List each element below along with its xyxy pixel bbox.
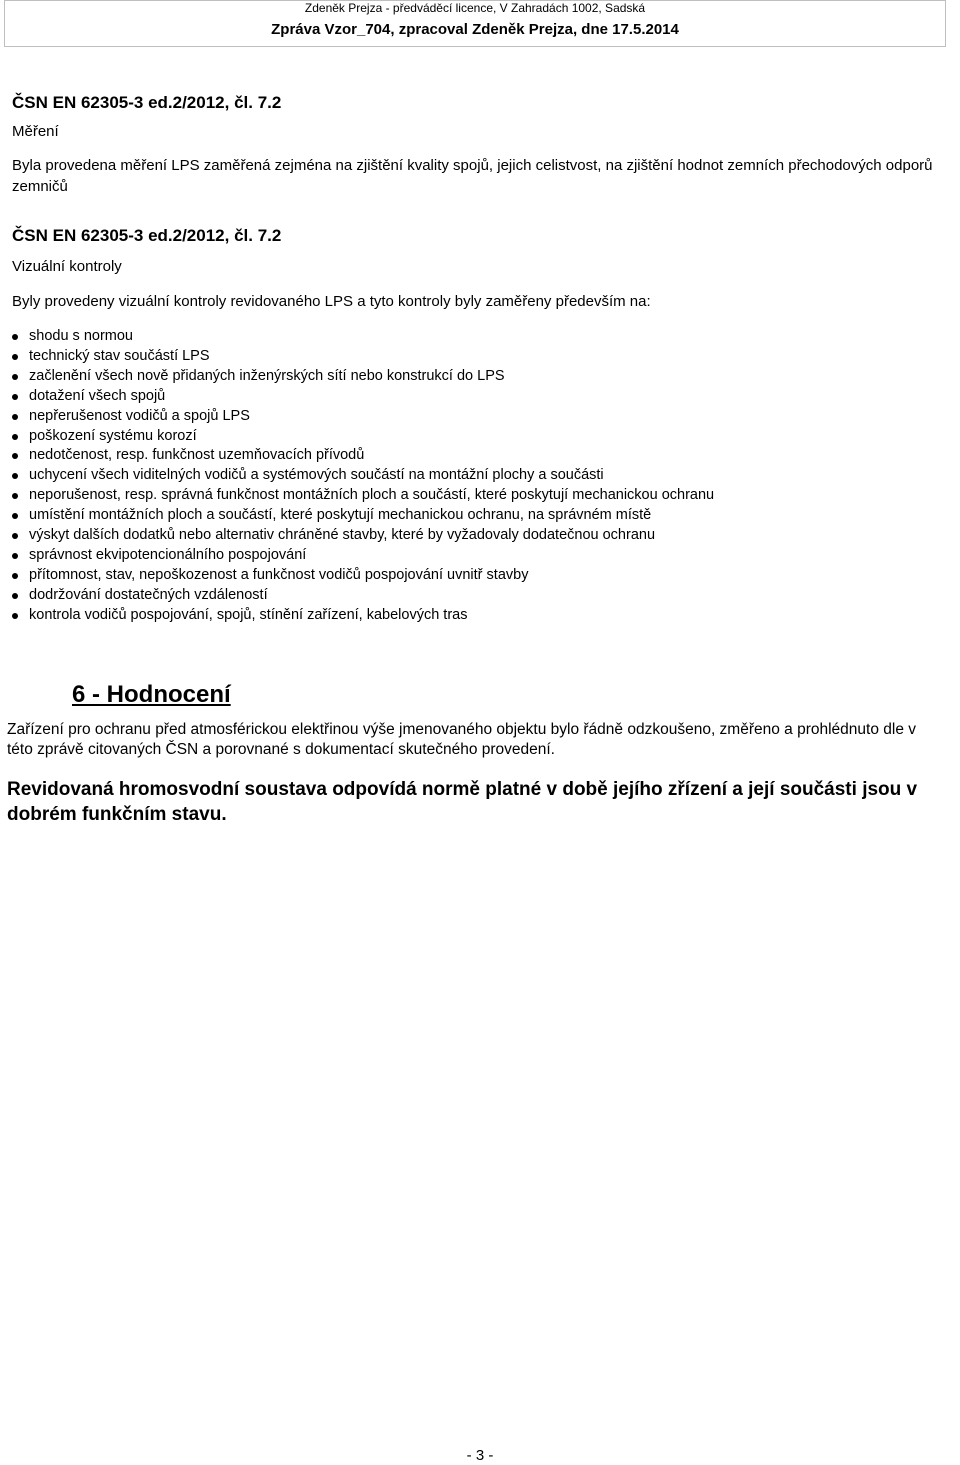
bullet-icon (12, 434, 18, 440)
measurement-title: Měření (12, 123, 59, 140)
header-report-line: Zpráva Vzor_704, zpracoval Zdeněk Prejza, dne 17.5.2014 (271, 21, 679, 38)
measurement-standard-heading: ČSN EN 62305-3 ed.2/2012, čl. 7.2 (12, 93, 282, 112)
visual-intro-text: Byly provedeny vizuální kontroly revidovaného LPS a tyto kontroly byly zaměřeny především na: (12, 293, 651, 310)
inspection-checklist (12, 327, 942, 626)
list-item: přítomnost, stav, nepoškozenost a funkčnost vodičů pospojování uvnitř stavby (12, 566, 942, 586)
bullet-icon (12, 453, 18, 459)
list-item: umístění montážních ploch a součástí, které poskytují mechanickou ochranu, na správném místě (12, 506, 942, 526)
bullet-icon (12, 354, 18, 360)
visual-standard-heading: ČSN EN 62305-3 ed.2/2012, čl. 7.2 (12, 226, 282, 245)
header-license-line: Zdeněk Prejza - předváděcí licence, V Zahradách 1002, Sadská (304, 1, 646, 15)
list-item: dotažení všech spojů (12, 387, 942, 407)
bullet-icon (12, 553, 18, 559)
list-item: dodržování dostatečných vzdáleností (12, 586, 942, 606)
bullet-icon (12, 573, 18, 579)
bullet-icon (12, 414, 18, 420)
bullet-icon (12, 473, 18, 479)
bullet-icon (12, 513, 18, 519)
page-number: - 3 - (466, 1447, 494, 1464)
list-item: nepřerušenost vodičů a spojů LPS (12, 407, 942, 427)
list-item: kontrola vodičů pospojování, spojů, stínění zařízení, kabelových tras (12, 606, 942, 626)
page-header (4, 0, 946, 47)
bullet-icon (12, 613, 18, 619)
measurement-text: Byla provedena měření LPS zaměřená zejména na zjištění kvality spojů, jejich celistvost, na zjištění hodnot zemních přechodových odporů zemničů (12, 157, 933, 195)
bullet-icon (12, 394, 18, 400)
bullet-icon (12, 493, 18, 499)
list-item: správnost ekvipotencionálního pospojování (12, 546, 942, 566)
evaluation-text: Zařízení pro ochranu před atmosférickou elektřinou výše jmenovaného objektu bylo řádně odzkoušeno, změřeno a prohlédnuto dle v této zprávě citovaných ČSN a porovnané s dokumentací skutečného provedení. (7, 721, 917, 758)
list-item: neporušenost, resp. správná funkčnost montážních ploch a součástí, které poskytují mechanickou ochranu (12, 486, 942, 506)
list-item: uchycení všech viditelných vodičů a systémových součástí na montážní plochy a součásti (12, 466, 942, 486)
bullet-icon (12, 533, 18, 539)
list-item: poškození systému korozí (12, 427, 942, 447)
visual-inspection-section (12, 226, 947, 312)
bullet-icon (12, 374, 18, 380)
list-item: technický stav součástí LPS (12, 347, 942, 367)
visual-title: Vizuální kontroly (12, 258, 122, 275)
bullet-icon (12, 334, 18, 340)
list-item: začlenění všech nově přidaných inženýrských sítí nebo konstrukcí do LPS (12, 367, 942, 387)
evaluation-heading: 6 - Hodnocení (72, 681, 231, 708)
bullet-icon (12, 593, 18, 599)
list-item: nedotčenost, resp. funkčnost uzemňovacích přívodů (12, 446, 942, 466)
measurement-section (12, 93, 947, 197)
list-item: výskyt dalších dodatků nebo alternativ chráněné stavby, které by vyžadovaly dodatečnou ochranu (12, 526, 942, 546)
evaluation-conclusion: Revidovaná hromosvodní soustava odpovídá normě platné v době jejího zřízení a její součásti jsou v dobrém funkčním stavu. (7, 779, 918, 825)
list-item: shodu s normou (12, 327, 942, 347)
